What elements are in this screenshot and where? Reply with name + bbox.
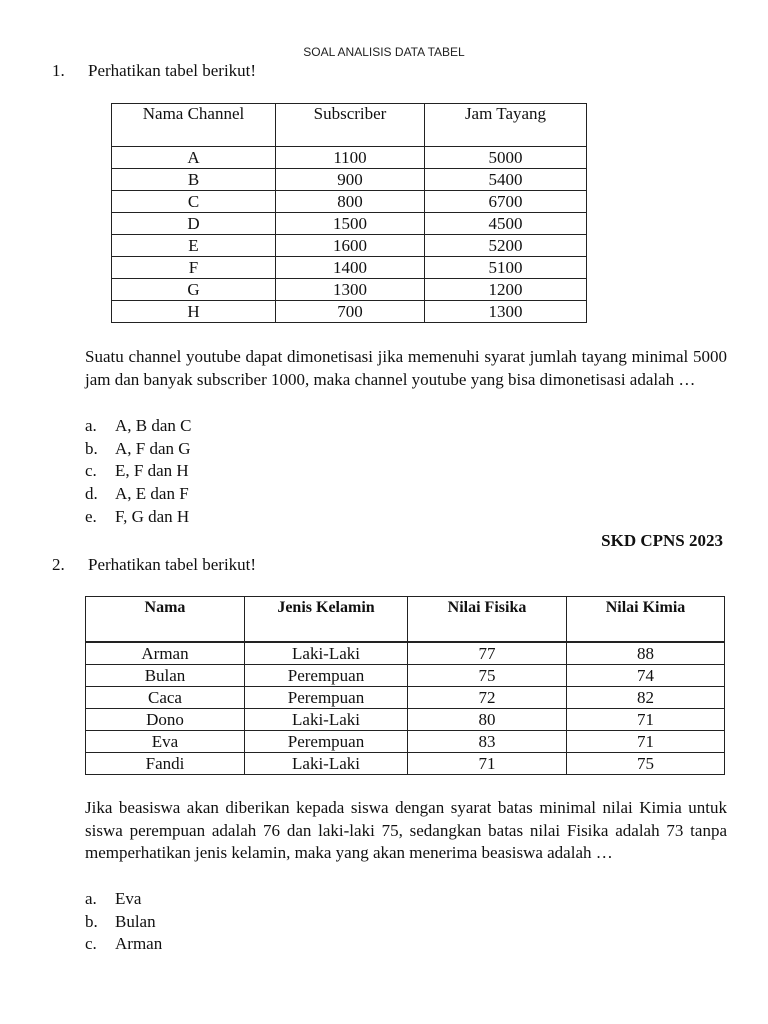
option-label: b. — [85, 438, 98, 458]
table-cell: 1600 — [276, 235, 425, 257]
table-cell: D — [112, 213, 276, 235]
table-row — [86, 642, 725, 665]
q1-option-e[interactable] — [85, 506, 192, 529]
table-row — [86, 687, 725, 709]
q2-option-c[interactable] — [85, 933, 162, 956]
table-row — [112, 191, 587, 213]
table-cell: 72 — [408, 687, 567, 709]
option-label: d. — [85, 484, 98, 504]
table-cell: Laki-Laki — [245, 642, 408, 665]
table-cell: 1400 — [276, 257, 425, 279]
table-cell: A — [112, 147, 276, 169]
q1-table-header-row — [112, 104, 587, 147]
q2-title — [52, 555, 256, 575]
q2-col-header: Jenis Kelamin — [245, 597, 408, 643]
table-row — [112, 257, 587, 279]
table-cell: 1300 — [276, 279, 425, 301]
q1-option-d[interactable] — [85, 483, 192, 506]
q1-option-a[interactable] — [85, 415, 192, 438]
table-cell: 1100 — [276, 147, 425, 169]
table-cell: 83 — [408, 731, 567, 753]
table-cell: 88 — [567, 642, 725, 665]
table-cell: Laki-Laki — [245, 753, 408, 775]
table-row — [112, 169, 587, 191]
table-row — [112, 213, 587, 235]
option-label: a. — [85, 889, 97, 908]
q1-option-c[interactable] — [85, 460, 192, 483]
table-cell: 71 — [567, 731, 725, 753]
table-cell: B — [112, 169, 276, 191]
option-label: b. — [85, 911, 98, 931]
table-row — [112, 147, 587, 169]
q1-table — [111, 103, 587, 323]
table-cell: Laki-Laki — [245, 709, 408, 731]
table-cell: 74 — [567, 665, 725, 687]
q2-question-text: Jika beasiswa akan diberikan kepada siswa dengan syarat batas minimal nilai Kimia untuk siswa perempuan adalah 76 dan laki-laki 75, sedangkan batas nilai Fisika adalah 73 tanpa memperhatikan jenis kelamin, maka yang akan menerima beasiswa adalah … — [85, 798, 727, 862]
table-cell: 5400 — [425, 169, 587, 191]
q1-col-header: Subscriber — [276, 104, 425, 147]
q1-option-b[interactable] — [85, 438, 192, 461]
table-cell: 1300 — [425, 301, 587, 323]
table-row — [86, 709, 725, 731]
option-label: a. — [85, 416, 97, 435]
q2-col-header: Nilai Kimia — [567, 597, 725, 643]
table-cell: C — [112, 191, 276, 213]
table-cell: 5100 — [425, 257, 587, 279]
table-cell: E — [112, 235, 276, 257]
option-label: c. — [85, 934, 97, 954]
option-text: Eva — [115, 889, 142, 908]
table-cell: 1500 — [276, 213, 425, 235]
q2-col-header: Nama — [86, 597, 245, 643]
q1-col-header: Jam Tayang — [425, 104, 587, 147]
table-cell: 71 — [408, 753, 567, 775]
table-row — [86, 665, 725, 687]
table-cell: 800 — [276, 191, 425, 213]
table-cell: 77 — [408, 642, 567, 665]
q2-options — [85, 888, 162, 956]
table-row — [86, 753, 725, 775]
option-text: A, F dan G — [115, 438, 191, 458]
q2-table-header-row — [86, 597, 725, 643]
table-cell: 700 — [276, 301, 425, 323]
source-label: SKD CPNS 2023 — [601, 531, 723, 550]
table-cell: 4500 — [425, 213, 587, 235]
q1-number: 1. — [52, 61, 65, 80]
table-row — [112, 301, 587, 323]
table-cell: H — [112, 301, 276, 323]
table-cell: G — [112, 279, 276, 301]
q1-options — [85, 415, 192, 529]
q1-question-text: Suatu channel youtube dapat dimonetisasi jika memenuhi syarat jumlah tayang minimal 5000 jam dan banyak subscriber 1000, maka channel youtube yang bisa dimonetisasi adalah … — [85, 347, 727, 389]
table-cell: 900 — [276, 169, 425, 191]
option-text: A, E dan F — [115, 484, 189, 504]
table-cell: 5000 — [425, 147, 587, 169]
table-cell: Bulan — [86, 665, 245, 687]
table-cell: Arman — [86, 642, 245, 665]
table-cell: 75 — [408, 665, 567, 687]
table-cell: Perempuan — [245, 665, 408, 687]
table-cell: 5200 — [425, 235, 587, 257]
option-label: e. — [85, 506, 97, 526]
table-cell: Dono — [86, 709, 245, 731]
page-header: SOAL ANALISIS DATA TABEL — [303, 45, 465, 59]
table-cell: 71 — [567, 709, 725, 731]
option-text: A, B dan C — [115, 416, 192, 435]
q1-col-header: Nama Channel — [112, 104, 276, 147]
option-text: F, G dan H — [115, 506, 190, 526]
table-row — [112, 279, 587, 301]
table-cell: Eva — [86, 731, 245, 753]
q2-title-text: Perhatikan tabel berikut! — [88, 555, 257, 574]
q2-number: 2. — [52, 555, 65, 574]
table-cell: Fandi — [86, 753, 245, 775]
table-cell: 80 — [408, 709, 567, 731]
table-cell: 75 — [567, 753, 725, 775]
option-text: Bulan — [115, 911, 156, 931]
table-cell: 82 — [567, 687, 725, 709]
q2-table — [85, 596, 725, 775]
q1-title-text: Perhatikan tabel berikut! — [88, 61, 257, 80]
table-cell: Perempuan — [245, 687, 408, 709]
table-cell: 6700 — [425, 191, 587, 213]
q2-col-header: Nilai Fisika — [408, 597, 567, 643]
option-text: E, F dan H — [115, 461, 189, 481]
option-text: Arman — [115, 934, 163, 954]
option-label: c. — [85, 461, 97, 481]
q2-option-b[interactable] — [85, 911, 162, 934]
table-row — [112, 235, 587, 257]
table-row — [86, 731, 725, 753]
table-cell: Perempuan — [245, 731, 408, 753]
q1-title — [52, 61, 256, 81]
table-cell: 1200 — [425, 279, 587, 301]
table-cell: Caca — [86, 687, 245, 709]
q2-option-a[interactable] — [85, 888, 162, 911]
table-cell: F — [112, 257, 276, 279]
